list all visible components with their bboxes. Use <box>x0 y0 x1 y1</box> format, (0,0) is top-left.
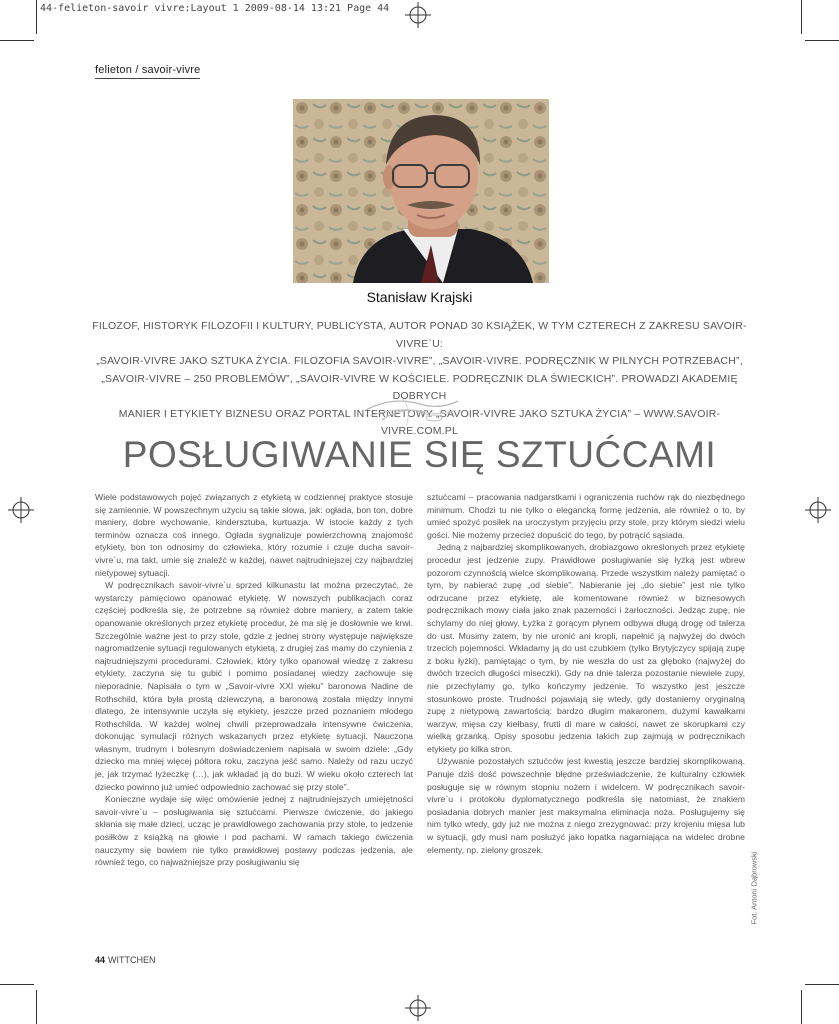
bio-line: „SAVOIR-VIVRE – 250 PROBLEMÓW”, „SAVOIR-VIVRE W KOŚCIELE. PODRĘCZNIK DLA ŚWIECKICH”. PROWADZI AKADEMIĘ DOBRYCH <box>101 372 738 402</box>
registration-mark-bottom-icon <box>405 995 431 1021</box>
crop-mark-bottom-right-v <box>801 990 802 1024</box>
registration-mark-top-icon <box>405 2 431 28</box>
crop-mark-top-right-h <box>805 40 839 41</box>
bio-line: „SAVOIR-VIVRE JAKO SZTUKA ŻYCIA. FILOZOFIA SAVOIR-VIVRE”, „SAVOIR-VIVRE. PODRĘCZNIK W PILNYCH POTRZEBACH”, <box>96 355 743 367</box>
article-column-right <box>427 491 745 856</box>
section-label: felieton / savoir-vivre <box>95 64 200 79</box>
article-title: POSŁUGIWANIE SIĘ SZTUĆCAMI <box>122 434 717 475</box>
print-slug-line: 44-felieton-savoir vivre:Layout 1 2009-08-14 13:21 Page 44 <box>40 3 390 14</box>
page-folio <box>95 955 156 965</box>
crop-mark-bottom-right-h <box>805 984 839 985</box>
crop-mark-top-right-v <box>801 0 802 34</box>
paragraph: Konieczne wydaje się więc omówienie jednej z najtrudniejszych umiejętności savoir-vivre`u – posługiwania się sztućcami. Pierwsze ćwiczenie, do jakiego skłania się małe dzieci, ucząc je prawidłowego zachowania przy stole, to jedzenie posiłków z książką na głowie i pod pachami. W ramach takiego ćwiczenia nauczymy się bowiem nie tylko prawidłowej postawy podczas jedzenia, ale również tego, co najważniejsze przy posługiwaniu się <box>95 794 413 868</box>
crop-mark-bottom-left-v <box>36 990 37 1024</box>
photo-credit <box>748 790 760 930</box>
paragraph: Używanie pozostałych sztućców jest kwestią jeszcze bardziej skomplikowaną. Panuje dziś dość powszechnie błędne przeświadczenie, że kulturalny człowiek posługuje się w równym stopniu nożem i widelcem. W podręcznikach savoir-vivre`u i protokołu dyplomatycznego podkreśla się natomiast, że znakiem posiadania dobrych manier jest maksymalna eliminacja noża. Posługujemy się nim tylko wtedy, gdy już nie można z niego zrezygnować: przy krojeniu mięsa lub w sytuacji, gdy musi nam posłużyć jako łopatka nagarniająca na widelec drobne elementy, np. zielony groszek. <box>427 756 745 855</box>
photo-credit-text: Fot. Antoni Dąbrowski <box>749 851 759 925</box>
registration-mark-right-icon <box>805 497 831 523</box>
page-number: 44 <box>95 955 106 965</box>
paragraph: Wiele podstawowych pojęć związanych z etykietą w codziennej praktyce stosuje się zamiennie. W powszechnym użyciu są takie słowa, jak: ogłada, bon ton, dobre maniery, dobre wychowanie, kindersztuba, kurtuazja. W istocie każdy z tych terminów oznacza coś innego. Ogłada sygnalizuje powierzchowną znajomość etykiety, bon ton odnosimy do człowieka, który rozumie i czuje ducha savoir-vivre`u, ma takt, umie się znaleźć w każdej, nawet najtrudniejszej czy najbardziej nietypowej sytuacji. <box>95 492 413 578</box>
crop-mark-top-left-h <box>0 40 34 41</box>
author-name: Stanisław Krajski <box>366 289 473 305</box>
crop-mark-bottom-left-h <box>0 984 34 985</box>
bio-line: FILOZOF, HISTORYK FILOZOFII I KULTURY, PUBLICYSTA, AUTOR PONAD 30 KSIĄŻEK, W TYM CZTERECH Z ZAKRESU SAVOIR-VIVRE`U: <box>92 320 747 350</box>
paragraph: sztućcami – pracowania nadgarstkami i ograniczenia ruchów rąk do niezbędnego minimum. Chodzi tu nie tylko o elegancką formę jedzenia, ale również o to, by umieć spożyć posiłek na uroczystym przyjęciu przy stole, przy którym siedzi wielu gości. Nie możemy przecież dopuścić do tego, by potrącić sąsiada. <box>427 492 745 540</box>
bio-line: MANIER I ETYKIETY BIZNESU ORAZ PORTAL INTERNETOWY „SAVOIR-VIVRE JAKO SZTUKA ŻYCIA” – WWW.SAVOIR-VIVRE.COM.PL <box>118 407 721 437</box>
registration-mark-left-icon <box>8 497 34 523</box>
magazine-name: WITTCHEN <box>108 955 156 965</box>
article-column-left <box>95 491 413 869</box>
paragraph: W podręcznikach savoir-vivre`u sprzed kilkunastu lat można przeczytać, że wystarczy pamięciowo opanować etykietę. W nowszych publikacjach coraz częściej podkreśla się, że potrzebne są również dobre maniery, a zatem takie opanowanie określonych przez etykietę procedur, że ma się je dosłownie we krwi. Szczególnie ważne jest to przy stole, gdzie z jednej strony występuje największe nagromadzenie sytuacji regulowanych etykietą, z drugiej zaś mamy do czynienia z najtrudniejszymi procedurami. Człowiek, który tylko opanował wiedzę z zakresu etykiety, zaczyna się tu gubić i pomimo posiadanej wiedzy zachowuje się nieporadnie. Napisała o tym w „Savoir-vivre XXI wieku” baronowa Nadine de Rothschild, która była prostą dziewczyną, a baronową została między innymi dlatego, że intensywnie uczyła się etykiety, jeszcze przed poznaniem młodego Rothschilda. W każdej wolnej chwili przeprowadzała intensywne ćwiczenia, dokonując symulacji różnych wskazanych przez etykietę sytuacji. Nauczona własnym, trudnym i bolesnym doświadczeniem napisała w swoim dziele: „Gdy dziecko ma mniej więcej półtora roku, zaczyna jeść samo. Należy od razu uczyć je, jak trzymać łyżeczkę (…), jak wkładać ją do buzi. W wieku około czterech lat dziecko powinno już umieć odpowiednio zachować się przy stole”. <box>95 580 413 792</box>
author-photo <box>293 99 549 283</box>
paragraph: Jedną z najbardziej skomplikowanych, drobiazgowo określonych przez etykietę procedur jest jedzenie zupy. Prawidłowe posługiwanie się łyżką jest wbrew pozorom czynnością wielce skomplikowaną. Przede wszystkim należy pamiętać o tym, by nabierać zupę „od siebie”. Nabieranie jej „do siebie” jest nie tylko odrzucane przez etykietę, ale komentowane również w biznesowych podręcznikach mowy ciała jako znak pazerności i żarłoczności. Jedząc zupę, nie schylamy do niej głowy. Łyżka z gorącym płynem odbywa długą drogę od talerza do ust. Musimy zatem, by nie uronić ani kropli, napełnić ją najwyżej do dwóch trzecich pojemności. Wkładamy ją do ust czubkiem (tylko Brytyjczycy spijają zupę z boku łyżki), pamiętając o tym, by nie weszła do ust za głęboko (najwyżej do dwóch trzecich długości miseczki). Gdy na dnie talerza pozostanie niewiele zupy, nie przechylamy go, tylko kończymy jedzenie. To wszystko jest jeszcze stosunkowo proste. Trudności pojawiają się wtedy, gdy dostaniemy oryginalną zupę z nietypową zawartością: bardzo długim makaronem, dużymi kawałkami warzyw, mięsa czy kiełbasy, frutti di mare w całości, nawet ze skorupkami czy wielką grzanką. Opisy sposobu jedzenia takich zup zajmują w podręcznikach etykiety po kilka stron. <box>427 542 745 754</box>
cutlery-flourish-ornament-icon <box>362 392 462 432</box>
crop-mark-top-left-v <box>36 0 37 34</box>
